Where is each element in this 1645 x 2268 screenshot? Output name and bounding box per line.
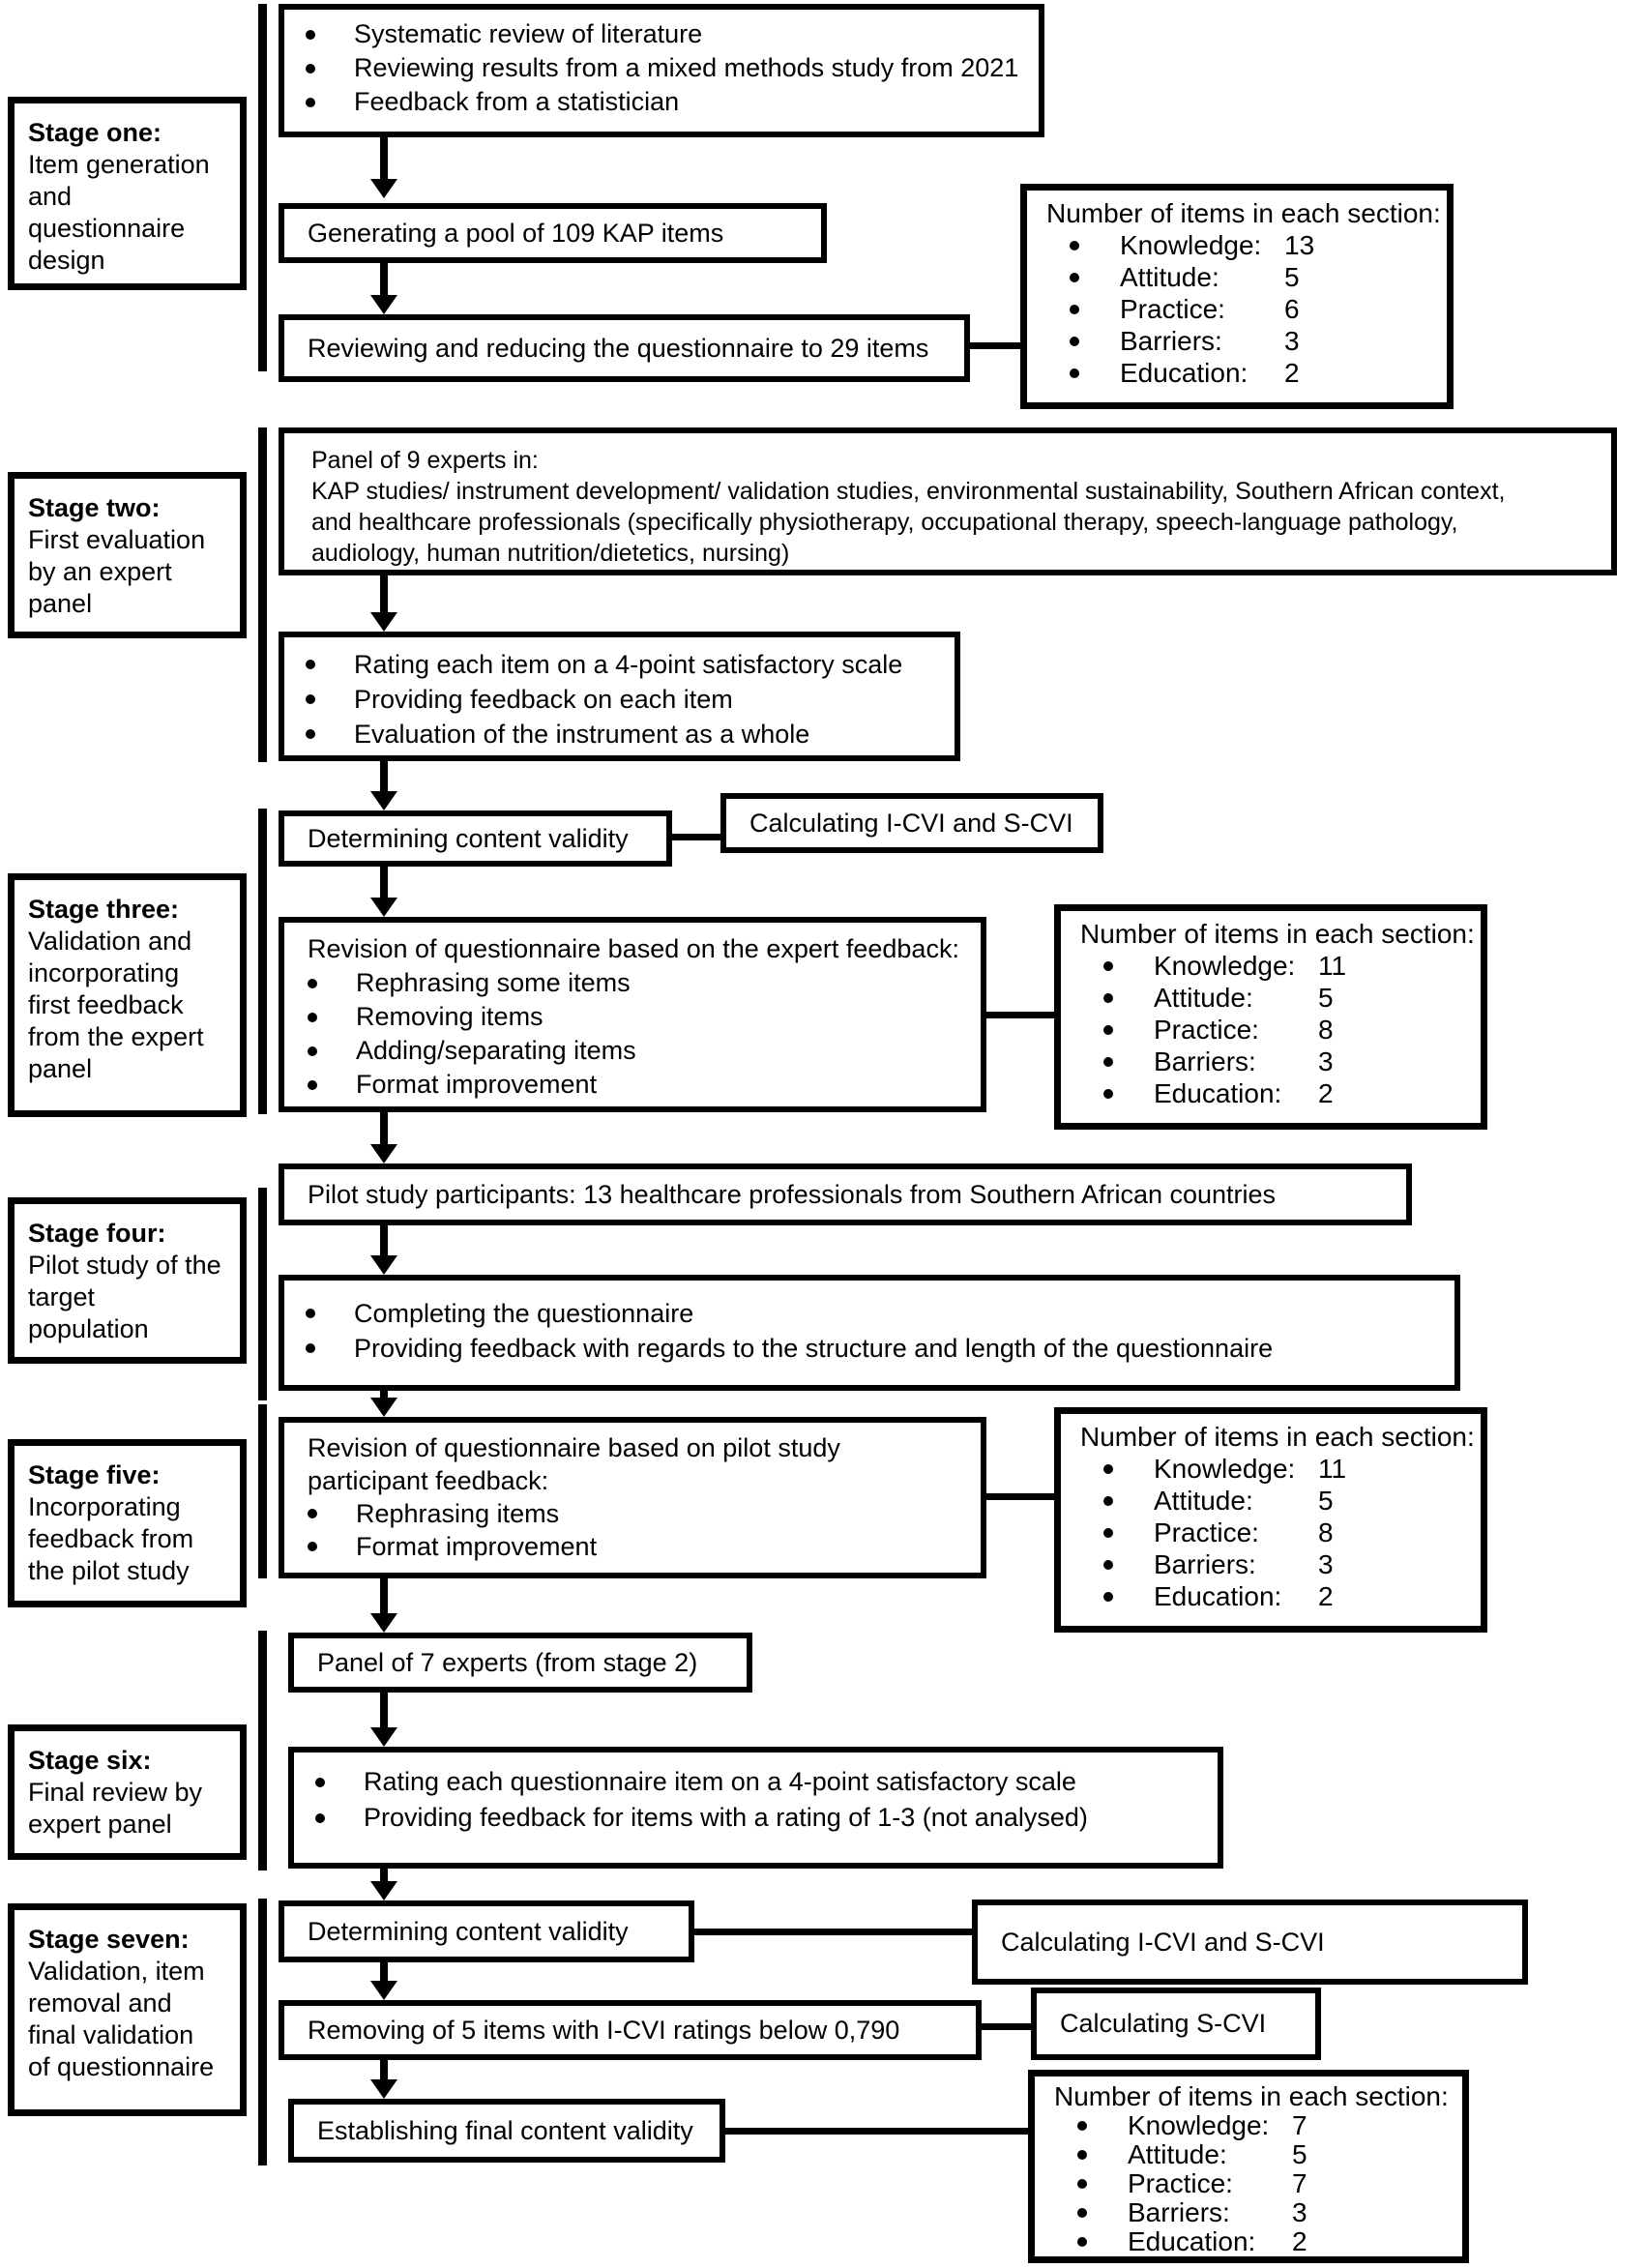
section-count: 8 — [1318, 1517, 1334, 1547]
bullet-icon — [306, 729, 315, 739]
revision-title-line: Revision of questionnaire based on pilot study — [308, 1433, 840, 1462]
section-label: Barriers: — [1154, 1548, 1256, 1579]
section-label: Barriers: — [1120, 325, 1222, 356]
bullet-icon — [308, 1080, 317, 1090]
panel-seven-experts-text: Panel of 7 experts (from stage 2) — [317, 1647, 698, 1677]
bullet-icon — [1103, 1057, 1113, 1067]
section-label: Attitude: — [1154, 1485, 1253, 1516]
panel-activities-box — [279, 632, 960, 761]
flow-arrow-down-icon — [370, 1391, 397, 1417]
section-count: 2 — [1292, 2226, 1307, 2256]
section-label: Practice: — [1120, 293, 1225, 324]
calculating-cvi-box-stage7 — [972, 1900, 1528, 1985]
revision-item: Rephrasing some items — [356, 968, 631, 997]
stage-six-line: expert panel — [28, 1810, 172, 1839]
pilot-activities-box — [279, 1275, 1460, 1391]
panel-seven-experts-box — [288, 1633, 752, 1693]
bullet-icon — [1077, 2208, 1087, 2218]
bullet-icon — [1103, 993, 1113, 1003]
section-label: Attitude: — [1120, 261, 1219, 292]
bullet-icon — [1103, 1560, 1113, 1570]
flow-arrow-down-icon — [370, 1693, 397, 1747]
stage-five-line: feedback from — [28, 1524, 194, 1553]
connector-line — [694, 1929, 972, 1935]
section-count: 2 — [1284, 357, 1300, 388]
bullet-icon — [1103, 1089, 1113, 1099]
expert-panel-box — [279, 427, 1617, 575]
activity-item: Providing feedback with regards to the structure and length of the questionnaire — [354, 1333, 1274, 1363]
flow-arrow-down-icon — [370, 1225, 397, 1275]
stage-four-divider-line — [258, 1188, 267, 1400]
establishing-validity-box — [288, 2099, 725, 2163]
stage-two-line: First evaluation — [28, 525, 206, 554]
removing-items-text: Removing of 5 items with I-CVI ratings below 0,790 — [308, 2015, 900, 2045]
stage-seven-line: Validation, item — [28, 1957, 205, 1986]
bullet-icon — [306, 1343, 315, 1353]
section-count: 6 — [1284, 293, 1300, 324]
stage-three-label-box — [8, 873, 247, 1117]
calculating-cvi-box-stage3 — [720, 793, 1103, 853]
bullet-icon — [315, 1813, 325, 1823]
stage-six-title: Stage six: — [28, 1746, 152, 1775]
section-label: Education: — [1120, 357, 1248, 388]
stage-one-line: and — [28, 182, 73, 211]
flow-arrow-down-icon — [370, 1578, 397, 1633]
bullet-icon — [315, 1778, 325, 1787]
bullet-icon — [306, 1309, 315, 1318]
stage-one-line: design — [28, 246, 105, 275]
stage-six-line: Final review by — [28, 1778, 203, 1807]
connector-line — [970, 342, 1020, 349]
activity-item: Rating each questionnaire item on a 4-point satisfactory scale — [364, 1767, 1076, 1796]
bullet-icon — [306, 30, 315, 40]
pilot-participants-text: Pilot study participants: 13 healthcare professionals from Southern African countries — [308, 1179, 1277, 1209]
establishing-validity-text: Establishing final content validity — [317, 2115, 693, 2145]
final-review-activities-box — [288, 1747, 1223, 1869]
stage-three-line: first feedback — [28, 990, 184, 1019]
reviewing-reducing-box — [279, 314, 970, 382]
section-count: 7 — [1292, 2168, 1307, 2198]
section-count: 3 — [1318, 1548, 1334, 1579]
stage-five-divider-line — [258, 1404, 267, 1578]
section-count: 2 — [1318, 1580, 1334, 1611]
bullet-icon — [1070, 273, 1079, 282]
stage-seven-title: Stage seven: — [28, 1925, 190, 1954]
stage-seven-label-box — [8, 1903, 247, 2116]
source-item: Reviewing results from a mixed methods study from 2021 — [354, 53, 1019, 82]
section-label: Education: — [1154, 1077, 1282, 1108]
bullet-icon — [1103, 1464, 1113, 1474]
section-label: Education: — [1128, 2226, 1256, 2256]
section-label: Knowledge: — [1128, 2110, 1270, 2140]
revision-expert-feedback-box — [279, 917, 986, 1112]
flow-arrow-down-icon — [370, 1869, 397, 1900]
stage-two-label-box — [8, 472, 247, 638]
item-sources-box — [279, 4, 1044, 137]
calculating-scvi-box — [1031, 1988, 1321, 2060]
section-label: Attitude: — [1154, 982, 1253, 1013]
determining-validity-text: Determining content validity — [308, 823, 629, 853]
items-count-title: Number of items in each section: — [1054, 2081, 1449, 2111]
stage-one-divider-line — [258, 4, 267, 371]
revision-pilot-feedback-box — [279, 1417, 986, 1578]
stage-two-title: Stage two: — [28, 493, 161, 522]
section-count: 11 — [1318, 950, 1347, 981]
connector-line — [982, 2023, 1031, 2030]
bullet-icon — [1077, 2121, 1087, 2131]
bullet-icon — [308, 979, 317, 988]
source-item: Feedback from a statistician — [354, 87, 680, 116]
section-count: 5 — [1284, 261, 1300, 292]
stage-four-label-box — [8, 1197, 247, 1364]
determining-validity-box-stage7 — [279, 1900, 694, 1962]
stage-one-label-box — [8, 97, 247, 290]
activity-item: Rating each item on a 4-point satisfactory scale — [354, 649, 903, 679]
expert-panel-line: Panel of 9 experts in: — [311, 447, 539, 474]
stage-seven-line: of questionnaire — [28, 2052, 215, 2081]
bullet-icon — [1103, 961, 1113, 971]
section-count: 2 — [1318, 1077, 1334, 1108]
items-count-box-stage3 — [1054, 904, 1487, 1130]
flow-arrow-down-icon — [370, 867, 397, 917]
calculating-cvi-text: Calculating I-CVI and S-CVI — [1001, 1927, 1325, 1957]
bullet-icon — [1103, 1025, 1113, 1035]
section-count: 11 — [1318, 1453, 1347, 1484]
expert-panel-line: KAP studies/ instrument development/ validation studies, environmental sustainability, Southern African context, — [311, 478, 1506, 505]
stage-four-title: Stage four: — [28, 1219, 166, 1248]
items-count-box-stage1 — [1020, 184, 1454, 409]
revision-item: Adding/separating items — [356, 1036, 636, 1065]
stage-seven-line: removal and — [28, 1988, 172, 2018]
flow-arrow-down-icon — [370, 2060, 397, 2099]
items-count-title: Number of items in each section: — [1046, 198, 1441, 228]
stage-two-divider-line — [258, 427, 267, 762]
section-label: Attitude: — [1128, 2139, 1227, 2169]
stage-one-line: Item generation — [28, 150, 210, 179]
bullet-icon — [308, 1046, 317, 1056]
stage-three-line: Validation and — [28, 927, 192, 956]
activity-item: Providing feedback for items with a rating of 1-3 (not analysed) — [364, 1803, 1088, 1832]
stage-seven-divider-line — [258, 1899, 267, 2165]
flow-arrow-down-icon — [370, 1962, 397, 2000]
bullet-icon — [1103, 1528, 1113, 1538]
items-count-box-stage7 — [1028, 2070, 1469, 2263]
stage-three-line: from the expert — [28, 1022, 204, 1051]
section-count: 3 — [1292, 2197, 1307, 2227]
section-label: Practice: — [1154, 1517, 1259, 1547]
connector-line — [986, 1012, 1054, 1018]
section-label: Knowledge: — [1154, 950, 1296, 981]
section-count: 8 — [1318, 1014, 1334, 1045]
stage-six-divider-line — [258, 1631, 267, 1870]
revision-item: Rephrasing items — [356, 1498, 560, 1528]
bullet-icon — [1077, 2237, 1087, 2247]
bullet-icon — [308, 1542, 317, 1551]
bullet-icon — [308, 1509, 317, 1518]
stage-five-line: Incorporating — [28, 1492, 181, 1521]
bullet-icon — [1103, 1592, 1113, 1602]
calculating-scvi-text: Calculating S-CVI — [1060, 2009, 1267, 2038]
connector-line — [986, 1493, 1054, 1500]
removing-items-box — [279, 2000, 982, 2060]
section-count: 5 — [1292, 2139, 1307, 2169]
stage-one-title: Stage one: — [28, 118, 162, 147]
section-label: Practice: — [1128, 2168, 1233, 2198]
section-count: 13 — [1284, 229, 1315, 260]
bullet-icon — [1070, 305, 1079, 314]
flow-arrow-down-icon — [370, 761, 397, 810]
bullet-icon — [1103, 1496, 1113, 1506]
section-count: 3 — [1284, 325, 1300, 356]
section-label: Practice: — [1154, 1014, 1259, 1045]
items-count-box-stage5 — [1054, 1407, 1487, 1633]
flow-arrow-down-icon — [370, 575, 397, 632]
flow-arrow-down-icon — [370, 1112, 397, 1163]
flow-arrow-down-icon — [370, 263, 397, 314]
section-count: 7 — [1292, 2110, 1307, 2140]
section-label: Knowledge: — [1154, 1453, 1296, 1484]
bullet-icon — [306, 64, 315, 74]
calculating-cvi-text: Calculating I-CVI and S-CVI — [749, 808, 1073, 838]
bullet-icon — [306, 660, 315, 669]
bullet-icon — [1077, 2179, 1087, 2189]
stage-five-label-box — [8, 1439, 247, 1607]
connector-line — [672, 834, 720, 840]
stage-four-line: Pilot study of the — [28, 1251, 221, 1280]
bullet-icon — [1070, 368, 1079, 378]
activity-item: Providing feedback on each item — [354, 684, 733, 714]
revision-item: Format improvement — [356, 1531, 598, 1561]
expert-panel-line: and healthcare professionals (specifically physiotherapy, occupational therapy, speech-language pathology, — [311, 509, 1458, 536]
stage-three-line: incorporating — [28, 958, 180, 987]
bullet-icon — [308, 1013, 317, 1022]
section-count: 5 — [1318, 1485, 1334, 1516]
section-count: 5 — [1318, 982, 1334, 1013]
reviewing-reducing-text: Reviewing and reducing the questionnaire to 29 items — [308, 333, 929, 363]
stage-four-line: target — [28, 1282, 96, 1311]
stage-two-line: by an expert — [28, 557, 172, 586]
bullet-icon — [1077, 2150, 1087, 2160]
flow-arrow-down-icon — [370, 137, 397, 198]
determining-validity-box-stage3 — [279, 810, 672, 867]
items-count-title: Number of items in each section: — [1080, 1422, 1475, 1452]
revision-title: Revision of questionnaire based on the expert feedback: — [308, 934, 959, 963]
stage-three-divider-line — [258, 809, 267, 1114]
stage-five-line: the pilot study — [28, 1556, 190, 1585]
revision-title-line: participant feedback: — [308, 1466, 549, 1495]
stage-five-title: Stage five: — [28, 1460, 161, 1489]
section-label: Barriers: — [1154, 1046, 1256, 1076]
stage-three-line: panel — [28, 1054, 93, 1083]
source-item: Systematic review of literature — [354, 19, 703, 48]
activity-item: Evaluation of the instrument as a whole — [354, 719, 810, 749]
bullet-icon — [1070, 241, 1079, 250]
activity-item: Completing the questionnaire — [354, 1298, 694, 1328]
bullet-icon — [306, 98, 315, 107]
expert-panel-line: audiology, human nutrition/dietetics, nursing) — [311, 540, 790, 567]
bullet-icon — [1070, 337, 1079, 346]
section-label: Barriers: — [1128, 2197, 1230, 2227]
determining-validity-text: Determining content validity — [308, 1916, 629, 1946]
generating-pool-text: Generating a pool of 109 KAP items — [308, 218, 724, 248]
items-count-title: Number of items in each section: — [1080, 919, 1475, 949]
revision-item: Removing items — [356, 1002, 543, 1031]
stage-seven-line: final validation — [28, 2020, 194, 2049]
revision-item: Format improvement — [356, 1070, 598, 1099]
section-count: 3 — [1318, 1046, 1334, 1076]
pilot-participants-box — [279, 1163, 1412, 1225]
stage-six-label-box — [8, 1724, 247, 1860]
stage-three-title: Stage three: — [28, 895, 180, 924]
connector-line — [725, 2128, 1028, 2135]
stage-four-line: population — [28, 1314, 149, 1343]
section-label: Knowledge: — [1120, 229, 1262, 260]
stage-one-line: questionnaire — [28, 214, 186, 243]
stage-two-line: panel — [28, 589, 93, 618]
generating-pool-box — [279, 203, 827, 263]
section-label: Education: — [1154, 1580, 1282, 1611]
bullet-icon — [306, 694, 315, 704]
